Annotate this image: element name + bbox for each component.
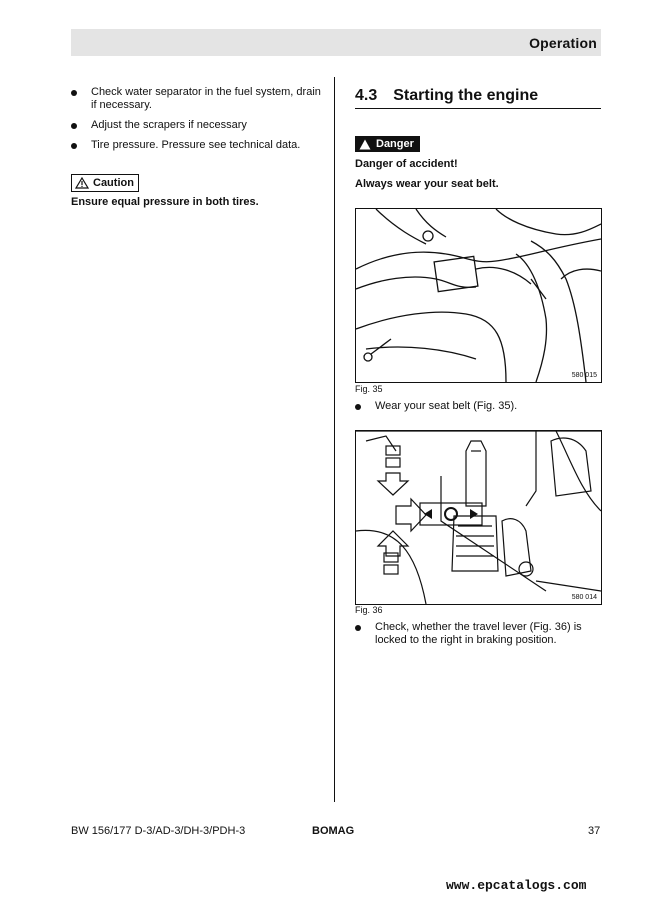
figure-id: 580 015 [571,372,597,379]
section-title: Starting the engine [393,87,539,104]
caution-badge [71,174,139,192]
right-column [355,89,601,191]
seat-belt-warning: Always wear your seat belt. [355,177,499,190]
footer-page-number: 37 [588,825,601,837]
travel-lever-illustration [356,431,601,604]
caution-label: Caution [93,176,134,189]
caution-text: Ensure equal pressure in both tires. [71,196,259,208]
figure-id: 580 014 [571,594,597,601]
left-column [71,86,321,209]
danger-badge [355,136,420,152]
warning-triangle-icon [75,177,89,189]
page-section-title: Operation [529,35,597,51]
list-item: Check, whether the travel lever (Fig. 36) is locked to the right in braking position. [355,621,601,647]
section-heading [355,89,601,109]
danger-text: Danger of accident! [355,157,458,170]
figure-caption: Fig. 36 [355,605,383,615]
footer-brand: BOMAG [312,825,355,837]
list-item: Tire pressure. Pressure see technical data. [71,139,321,152]
seat-belt-illustration [356,209,601,382]
list-item: Wear your seat belt (Fig. 35). [355,400,601,413]
fig36-step [355,621,601,654]
checklist [71,86,321,152]
list-item: Adjust the scrapers if necessary [71,119,321,132]
fig35-step [355,400,601,420]
figure-35-seat-belt [355,208,602,383]
list-item: Check water separator in the fuel system, drain if necessary. [71,86,321,112]
watermark: www.epcatalogs.com [446,878,587,893]
column-divider [334,77,335,802]
footer-model: BW 156/177 D-3/AD-3/DH-3/PDH-3 [71,825,246,837]
figure-36-travel-lever [355,430,602,605]
header-bar [71,29,601,56]
figure-caption: Fig. 35 [355,384,383,394]
warning-triangle-icon [359,139,371,150]
section-number: 4.3 [355,87,378,104]
danger-label: Danger [376,137,414,150]
